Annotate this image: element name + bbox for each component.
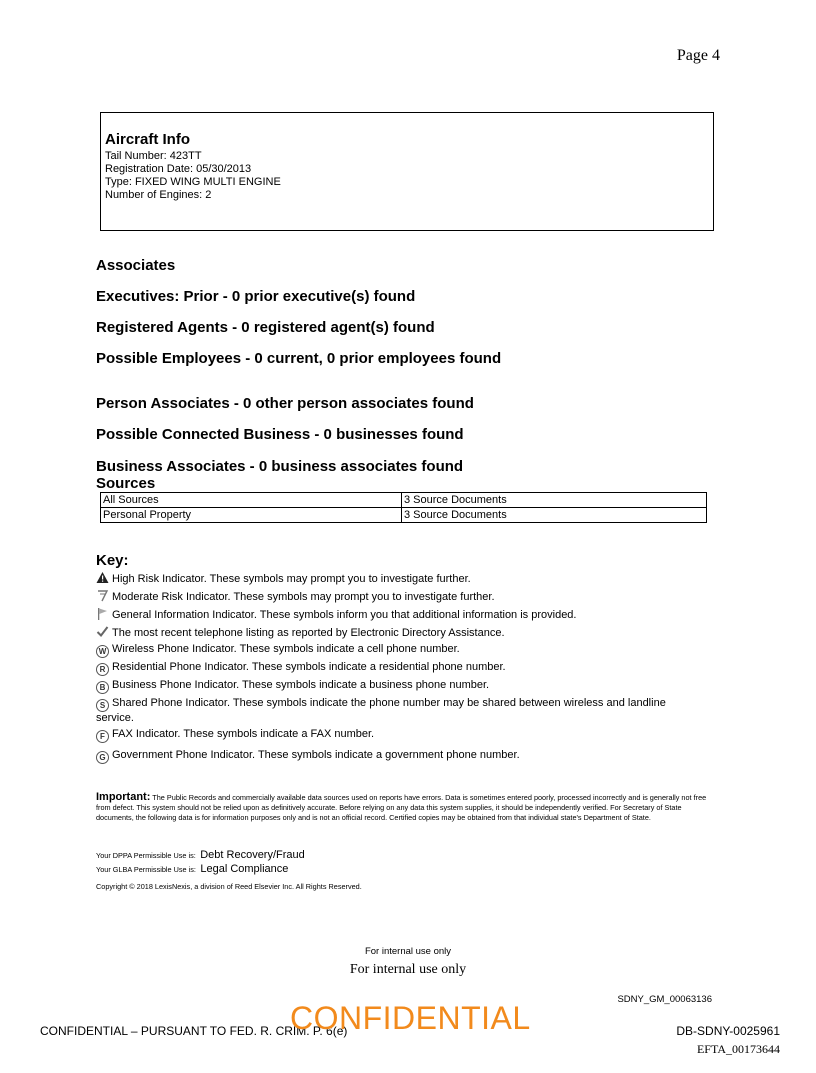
- g-circle-icon: G: [96, 751, 109, 764]
- key-heading: Key:: [96, 552, 129, 569]
- glba-label: Your GLBA Permissible Use is:: [96, 865, 196, 874]
- w-circle-icon: W: [96, 645, 109, 658]
- confidential-notice: CONFIDENTIAL – PURSUANT TO FED. R. CRIM. P. 6(e): [40, 1024, 348, 1038]
- source-count: 3 Source Documents: [402, 493, 707, 508]
- key-fax: [96, 728, 374, 743]
- bates-db: DB-SDNY-0025961: [676, 1024, 780, 1038]
- connected-business-heading: Possible Connected Business - 0 businesses found: [96, 426, 464, 443]
- key-shared-continued: service.: [96, 712, 134, 724]
- dppa-label: Your DPPA Permissible Use is:: [96, 851, 196, 860]
- tail-number: Tail Number: 423TT: [105, 150, 202, 162]
- key-shared: [96, 697, 666, 712]
- key-shared-text: Shared Phone Indicator. These symbols indicate the phone number may be shared between wireless and landline: [112, 697, 666, 709]
- key-general-info: [96, 607, 576, 621]
- source-name: Personal Property: [101, 508, 402, 523]
- flag-icon: [96, 607, 109, 620]
- glba-line: [96, 859, 288, 877]
- b-circle-icon: B: [96, 681, 109, 694]
- key-business-text: Business Phone Indicator. These symbols indicate a business phone number.: [112, 679, 490, 691]
- person-associates-heading: Person Associates - 0 other person associates found: [96, 395, 474, 412]
- important-label: Important:: [96, 791, 151, 803]
- executives-heading: Executives: Prior - 0 prior executive(s) found: [96, 288, 416, 305]
- registration-date: Registration Date: 05/30/2013: [105, 163, 252, 175]
- r-circle-icon: R: [96, 663, 109, 676]
- sources-heading: Sources: [96, 475, 156, 492]
- bates-sdny: SDNY_GM_00063136: [617, 994, 712, 1005]
- registered-agents-heading: Registered Agents - 0 registered agent(s) found: [96, 319, 435, 336]
- key-moderate-risk: [96, 589, 495, 603]
- key-wireless-text: Wireless Phone Indicator. These symbols indicate a cell phone number.: [112, 643, 460, 655]
- important-text: The Public Records and commercially available data sources used on reports have errors. Data is sometimes entered poorly, processed incorrectly and is generally not free from defect. This system should not be relied upon as definitively accurate. Before relying on any data this system supplies, it should be independently verified. For Secretary of State documents, the following data is for information purposes only and is not an official record. Certified copies may be obtained from that individual state's Department of State.: [96, 793, 707, 822]
- associates-heading: Associates: [96, 257, 176, 274]
- business-associates-heading: Business Associates - 0 business associates found: [96, 458, 464, 475]
- s-circle-icon: S: [96, 699, 109, 712]
- important-notice: [96, 792, 716, 823]
- f-circle-icon: F: [96, 730, 109, 743]
- table-row: [101, 508, 707, 523]
- aircraft-info-box: [100, 112, 714, 231]
- internal-use-small: For internal use only: [364, 946, 452, 957]
- key-general-info-text: General Information Indicator. These symbols inform you that additional information is provided.: [112, 609, 577, 621]
- possible-employees-heading: Possible Employees - 0 current, 0 prior employees found: [96, 350, 502, 367]
- key-residential: [96, 661, 506, 676]
- key-fax-text: FAX Indicator. These symbols indicate a FAX number.: [112, 728, 375, 740]
- engine-count: Number of Engines: 2: [105, 189, 212, 201]
- confidential-stamp: CONFIDENTIAL: [290, 1000, 531, 1036]
- dppa-value: Debt Recovery/Fraud: [200, 849, 305, 861]
- key-recent-listing: [96, 625, 505, 639]
- glba-value: Legal Compliance: [200, 863, 289, 875]
- key-high-risk-text: High Risk Indicator. These symbols may prompt you to investigate further.: [112, 573, 471, 585]
- source-name: All Sources: [101, 493, 402, 508]
- aircraft-type: Type: FIXED WING MULTI ENGINE: [105, 176, 281, 188]
- efta-number: EFTA_00173644: [696, 1042, 780, 1056]
- copyright: Copyright © 2018 LexisNexis, a division of Reed Elsevier Inc. All Rights Reserved.: [96, 882, 362, 891]
- key-residential-text: Residential Phone Indicator. These symbols indicate a residential phone number.: [112, 661, 506, 673]
- sources-table: [100, 492, 707, 523]
- page-number: Page 4: [676, 47, 720, 64]
- internal-use-large: For internal use only: [349, 962, 467, 977]
- aircraft-info-title: Aircraft Info: [105, 131, 191, 148]
- key-business: [96, 679, 489, 694]
- key-recent-listing-text: The most recent telephone listing as reported by Electronic Directory Assistance.: [112, 627, 505, 639]
- key-high-risk: [96, 571, 471, 585]
- key-wireless: [96, 643, 460, 658]
- key-government-text: Government Phone Indicator. These symbols indicate a government phone number.: [112, 749, 520, 761]
- moderate-risk-icon: [96, 589, 109, 602]
- key-government: [96, 749, 520, 764]
- source-count: 3 Source Documents: [402, 508, 707, 523]
- warning-triangle-icon: [96, 571, 109, 584]
- table-row: [101, 493, 707, 508]
- key-moderate-risk-text: Moderate Risk Indicator. These symbols may prompt you to investigate further.: [112, 591, 495, 603]
- checkmark-icon: [96, 625, 109, 638]
